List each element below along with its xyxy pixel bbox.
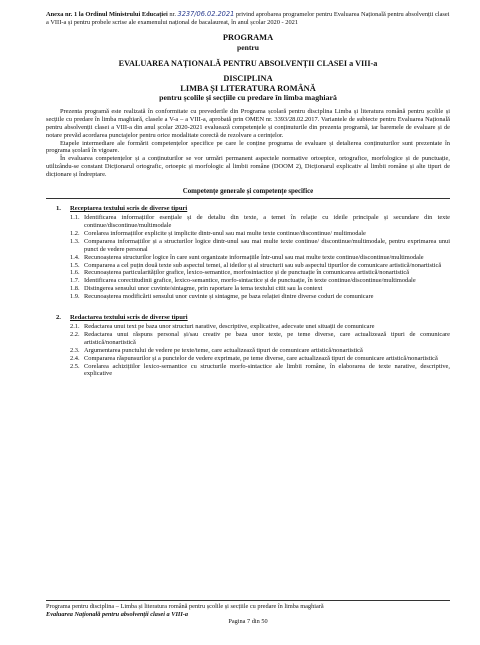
competence-item: 2.1. Redactarea unui text pe baza unor structuri narative, descriptive, explicative, adecvate unei situații de comunicare xyxy=(70,323,375,331)
competence-item: 1.5. Compararea a cel puțin două texte sub aspectul temei, al ideilor și al structurii sau sub aspectul tipurilor de comunicare artistică/nonartistică xyxy=(70,261,442,269)
competence-heading: 2. Redactarea textului scris de diverse tipuri xyxy=(56,314,188,322)
competence-item: 1.8. Distingerea sensului unor cuvinte/sintagme, prin raportare la tema textului citit sau la context xyxy=(70,285,323,293)
annex-nr: nr. xyxy=(167,11,178,18)
competence-item: 1.6. Recunoașterea particularităților grafice, lexico-semantice, morfosintactice și de punctuație în comunicarea artistică/nonartistică xyxy=(70,269,410,277)
title-evaluare: EVALUAREA NAȚIONALĂ PENTRU ABSOLVENȚII CLASEI a VIII-a xyxy=(118,58,378,68)
competence-item: 1.2. Corelarea informațiilor explicite și implicite dintr-unul sau mai multe texte continue/discontinue/ multimodale xyxy=(70,229,366,237)
title-limba: LIMBA ȘI LITERATURA ROMÂNĂ xyxy=(180,83,316,93)
competence-item: 2.5. Corelarea achizițiilor lexico-semantice cu structurile morfo-sintactice ale limbii române, în elaborarea de texte narative, descriptive, explicative xyxy=(70,362,450,378)
competence-item: 1.9. Recunoașterea modificării sensului unor cuvinte și sintagme, pe baza relației dintre diverse coduri de comunicare xyxy=(70,293,374,301)
section-divider xyxy=(46,198,450,199)
title-program: PROGRAMA xyxy=(222,33,274,43)
competence-heading: 1. Receptarea textului scris de diverse tipuri xyxy=(56,205,188,213)
title-disciplina: DISCIPLINA xyxy=(223,74,273,84)
competence-item: 2.2. Redactarea unui răspuns personal și/sau creativ pe baza unor texte, pe teme diverse, care actualizează tipuri de comunicare artistică/nonartistică xyxy=(70,330,450,346)
competence-item: 1.3. Compararea informațiilor și a structurilor logice dintr-unul sau mai multe texte continue/ discontinue/multimodale, pentru exprimarea unui punct de vedere personal xyxy=(70,237,450,253)
competence-item: 2.3. Argumentarea punctului de vedere pe texte/teme, care actualizează tipuri de comunicare artistică/nonartistică xyxy=(70,346,363,354)
competence-group-2 xyxy=(46,314,450,378)
section-title: Competențe generale și competențe specifice xyxy=(182,188,314,196)
annex-title: Anexa nr. 1 la Ordinul Ministrului Educației xyxy=(46,11,168,18)
annex-description: privind aprobarea programelor pentru Evaluarea Națională pentru absolvenții clasei a VIII-a și pentru probele scrise ale examenului național de bacalaureat, în anul școlar 2020 - 2021 xyxy=(46,11,450,27)
competence-item: 1.4. Recunoașterea structurilor logice în care sunt organizate informațiile într-unul sau mai multe texte continue/discontinue/multimodale xyxy=(70,253,424,261)
intro-paragraph-1: Prezenta programă este realizată în conformitate cu prevederile din Programa școlară pentru disciplina Limba și literatura română pentru școlile și secțiile cu predare în limba maghiară, clasele a V-a – a VIII-a, aprobată prin OMEN nr. 3393/28.02.2017. Variantele de subiecte pentru Evaluarea Națională pentru absolvenții clasei a VIII-a din anul școlar 2020-2021 evaluează competențele și conținuturile din prezenta programă, iar baremele de evaluare și de notare prevăd acordarea punctajelor pentru orice modalitate corectă de rezolvare a cerințelor. xyxy=(46,107,450,139)
competence-item: 2.4. Compararea răspunsurilor și a punctelor de vedere exprimate, pe teme diverse, care actualizează tipuri de comunicare artistică/nonartistică xyxy=(70,354,438,362)
footer-evaluation-line: Evaluarea Națională pentru absolvenții clasei a VIII-a xyxy=(46,610,189,618)
title-scoli: pentru școlile și secțiile cu predare în limba maghiară xyxy=(159,93,337,103)
competence-group-1 xyxy=(46,205,450,301)
handwritten-order-number: 3237/06.02.2021 xyxy=(177,10,235,18)
intro-paragraph-3: În evaluarea competențelor și a conținuturilor se vor urmări permanent aspectele normative ortoepice, ortografice, morfologice și de punctuație, utilizându-se constant Dicționarul ortografic, ortoepic și morfologic al limbii române (DOOM 2), Dicționarul explicativ al limbii române și alte tipuri de dicționare și îndreptare. xyxy=(46,155,450,179)
annex-header xyxy=(46,10,450,27)
competence-item: 1.7. Identificarea corectitudinii grafice, lexico-semantice, morfo-sintactice și de punctuație, în texte continue/discontinue/multimodale xyxy=(70,277,416,285)
intro-paragraph-2: Etapele intermediare ale formării competențelor specifice pe care le conține programa de evaluare și detalierea conținuturilor sunt prezentate în programa școlară în vigoare. xyxy=(46,139,450,155)
footer-program-line: Programa pentru disciplina – Limba și literatura română pentru școlile și secțiile cu predare în limba maghiară xyxy=(46,603,324,610)
competence-item: 1.1. Identificarea informațiilor esențiale și de detaliu din texte, a temei în relație cu ideile principale și secundare din texte continue/discontinue/multimodale xyxy=(70,214,450,229)
page-footer xyxy=(46,600,450,626)
page-number: Pagina 7 din 50 xyxy=(228,618,268,626)
title-pentru: pentru xyxy=(237,42,259,52)
